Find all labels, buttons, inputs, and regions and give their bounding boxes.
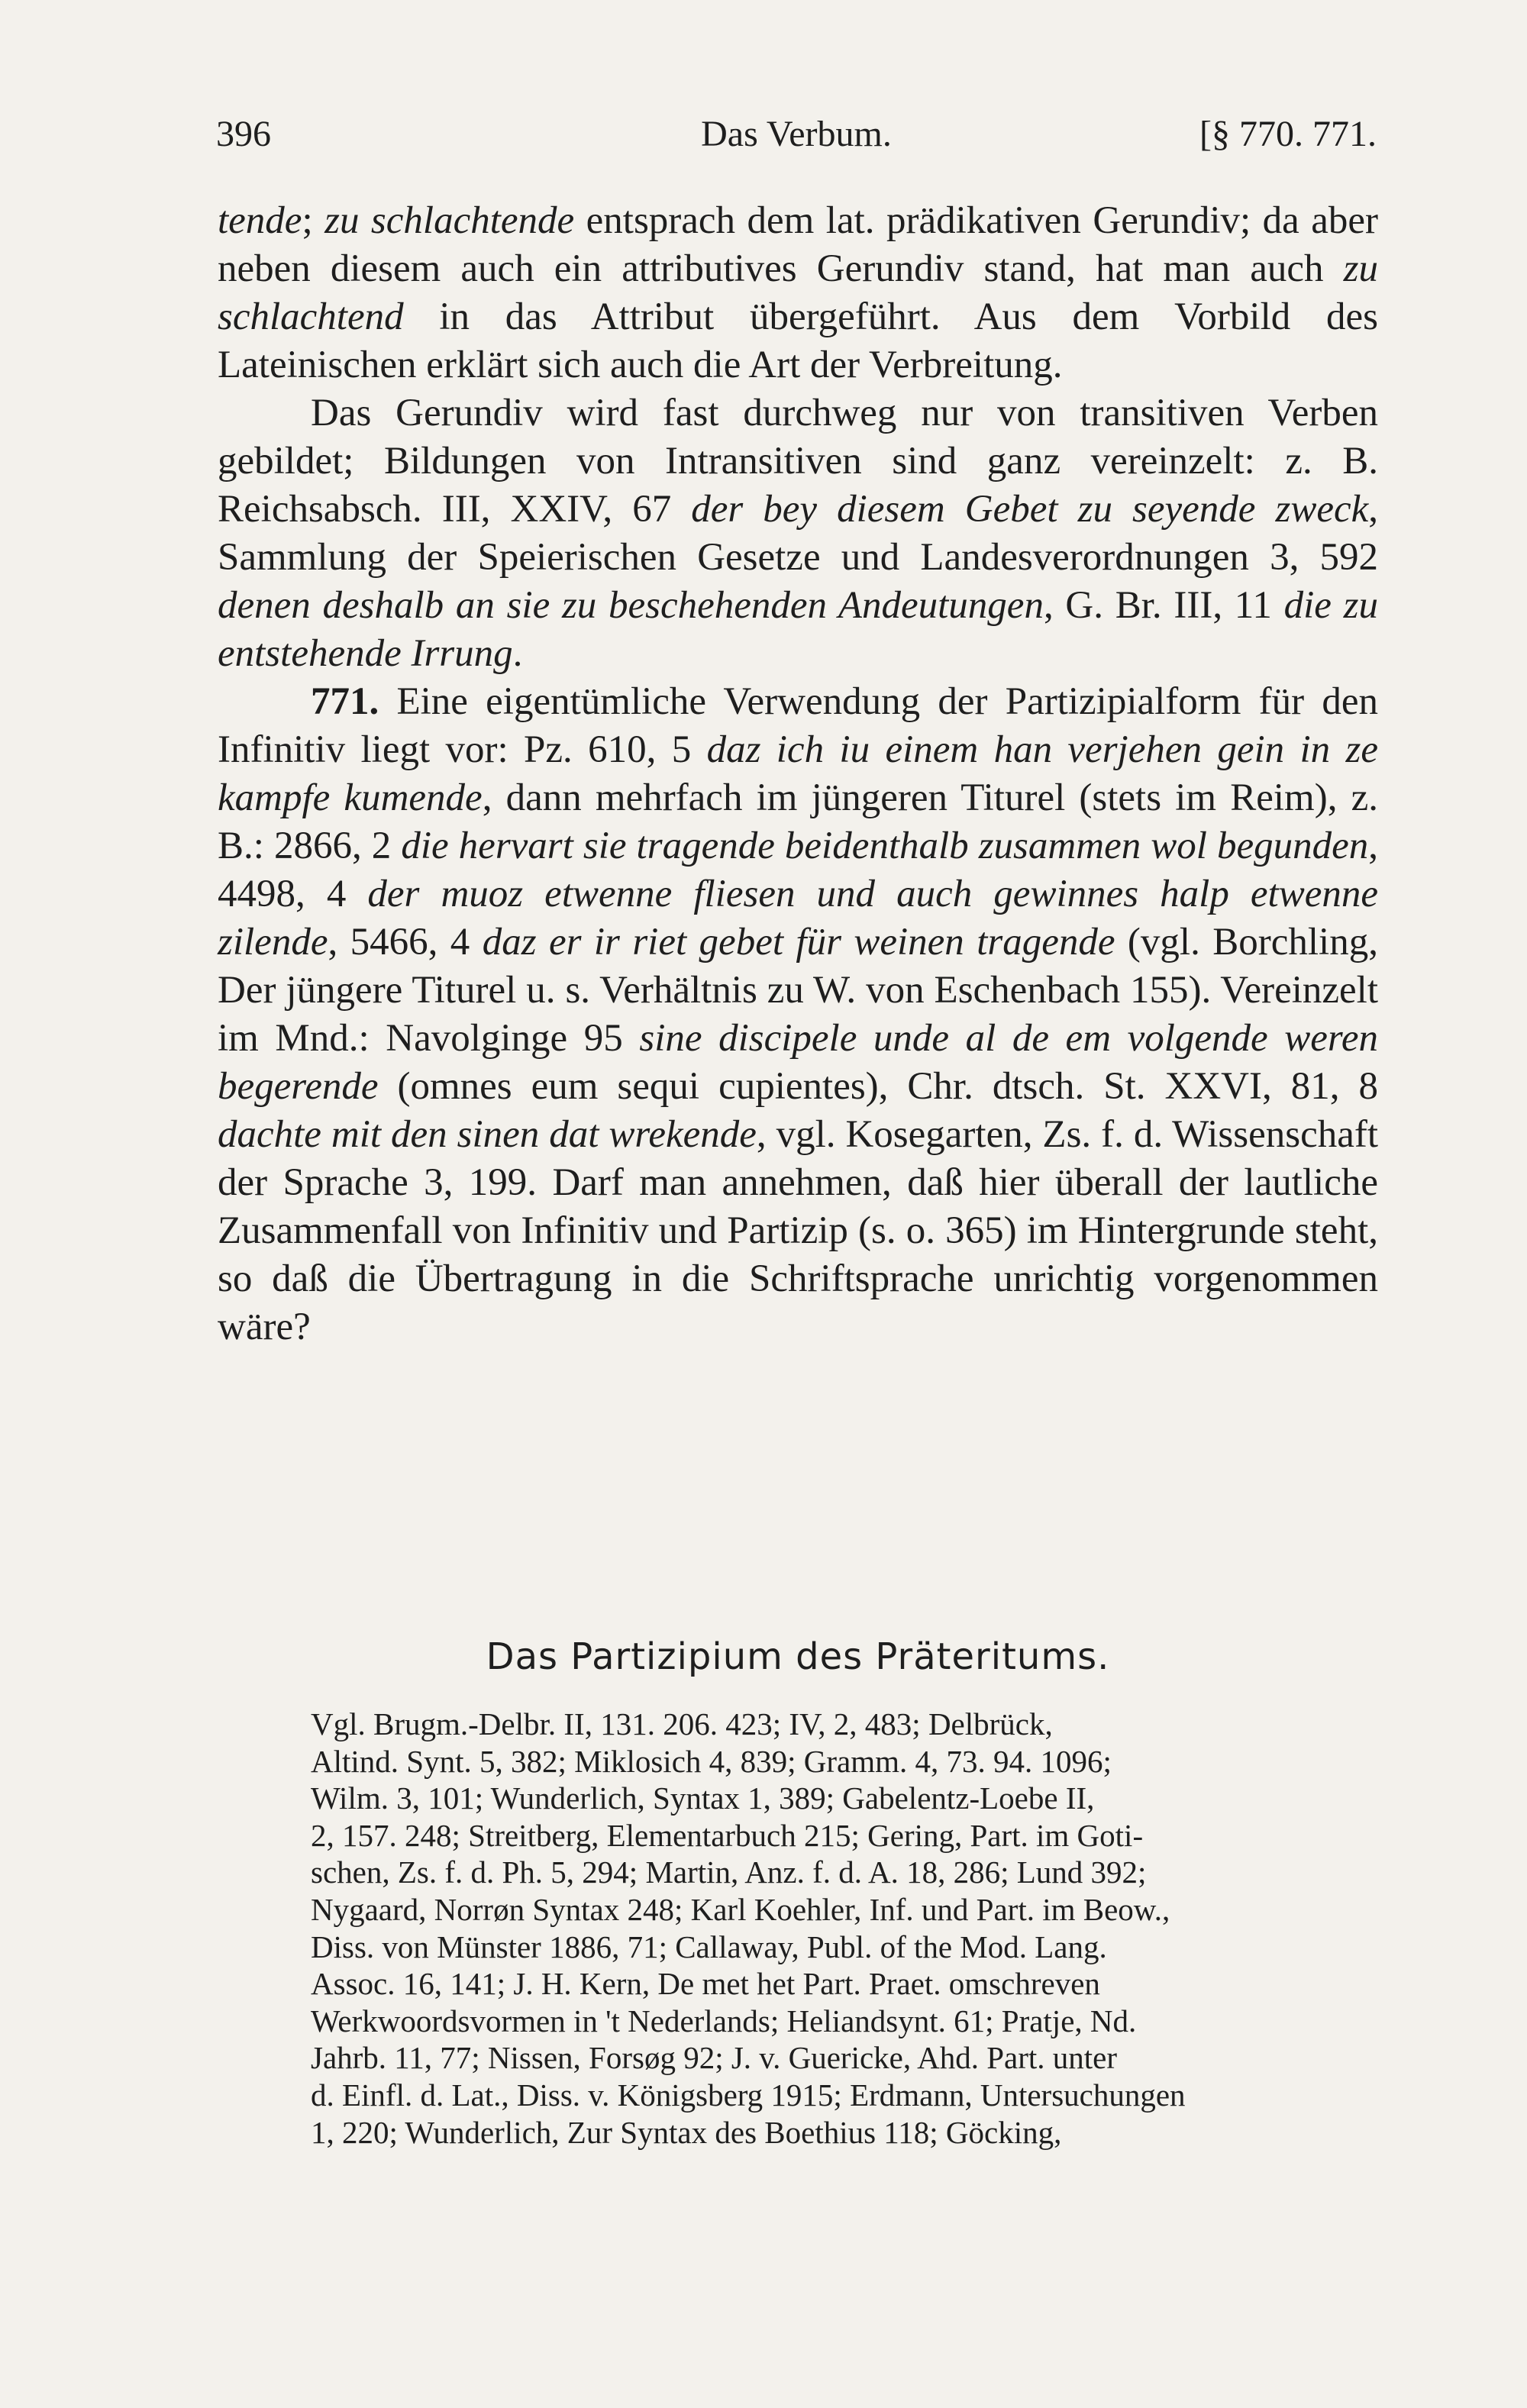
reference-line: schen, Zs. f. d. Ph. 5, 294; Martin, Anz. f. d. A. 18, 286; Lund 392; (311, 1854, 1147, 1890)
section-reference: [§ 770. 771. (1199, 114, 1377, 154)
paragraph-gerundiv (218, 389, 1378, 678)
paragraph-771 (218, 678, 1378, 1351)
reference-line: Jahrb. 11, 77; Nissen, Forsøg 92; J. v. Guericke, Ahd. Part. unter (311, 2040, 1118, 2076)
paragraph-number: 771. (311, 680, 379, 723)
paragraph-continuation (218, 197, 1378, 389)
italic-quote: daz er ir riet gebet für weinen tragende (482, 921, 1115, 964)
text-run: , G. Br. III, 11 (1043, 584, 1284, 627)
page-number: 396 (216, 114, 271, 154)
text-run: , 5466, 4 (328, 921, 483, 964)
text-run: Eine eigentümliche Verwendung der Partizipialform für den Infinitiv liegt vor: Pz. 610, 5 (218, 680, 1378, 771)
reference-list (218, 1706, 1378, 2151)
text-run: (vgl. Borchling, Der jüngere Titurel u. s. Verhältnis zu W. von Eschenbach 155). Vereinzelt im Mnd.: Navolginge 95 (218, 921, 1378, 1060)
reference-line: Nygaard, Norrøn Syntax 248; Karl Koehler, Inf. und Part. im Beow., (311, 1891, 1170, 1927)
italic-quote: daz ich iu einem han verjehen gein in ze kampfe kumende (218, 728, 1378, 819)
reference-line: d. Einfl. d. Lat., Diss. v. Königsberg 1915; Erdmann, Untersuchungen (311, 2077, 1186, 2113)
text-run: , Sammlung der Speierischen Gesetze und Landesverordnungen 3, 592 (218, 488, 1378, 579)
italic-term: zu schlachtende (324, 199, 575, 242)
reference-line: Wilm. 3, 101; Wunderlich, Syntax 1, 389; Gabelentz-Loebe II, (311, 1780, 1095, 1816)
running-head (216, 113, 1377, 166)
text-run: , dann mehrfach im jüngeren Titurel (stets im Reim), z. B.: 2866, 2 (218, 776, 1379, 867)
reference-line: 2, 157. 248; Streitberg, Elementarbuch 215; Gering, Part. im Goti- (311, 1817, 1144, 1853)
main-text (218, 197, 1378, 1351)
running-head-title: Das Verbum. (701, 114, 892, 154)
reference-line: Altind. Synt. 5, 382; Miklosich 4, 839; Gramm. 4, 73. 94. 1096; (311, 1743, 1112, 1779)
italic-quote: die hervart sie tragende beidenthalb zusammen wol begunden (401, 825, 1369, 867)
reference-line: 1, 220; Wunderlich, Zur Syntax des Boethius 118; Göcking, (311, 2114, 1062, 2150)
italic-quote: die zu entstehende Irrung (218, 584, 1378, 675)
reference-line: Vgl. Brugm.-Delbr. II, 131. 206. 423; IV, 2, 483; Delbrück, (311, 1706, 1053, 1741)
text-run: ; (302, 199, 325, 242)
italic-quote: der bey diesem Gebet zu seyende zweck (691, 488, 1369, 531)
italic-quote: sine discipele unde al de em volgende weren begerende (218, 1017, 1378, 1108)
reference-line: Werkwoordsvormen in 't Nederlands; Heliandsynt. 61; Pratje, Nd. (311, 2003, 1137, 2038)
reference-line: Assoc. 16, 141; J. H. Kern, De met het Part. Praet. omschreven (311, 1966, 1100, 2002)
italic-quote: denen deshalb an sie zu beschehenden Andeutungen (218, 584, 1044, 627)
italic-quote: dachte mit den sinen dat wrekende (218, 1113, 757, 1156)
italic-term: zu schlachtend (218, 247, 1378, 338)
text-run: in das Attribut übergeführt. Aus dem Vorbild des Lateinischen erklärt sich auch die Art der Verbreitung. (218, 295, 1378, 386)
text-run: . (512, 632, 523, 675)
text-run: Das Gerundiv wird fast durchweg nur von transitiven Verben gebildet; Bildungen von Intransitiven sind ganz vereinzelt: z. B. Reichsabsch. III, XXIV, 67 (218, 392, 1378, 531)
text-run: , vgl. Kosegarten, Zs. f. d. Wissenschaft der Sprache 3, 199. Darf man annehmen, daß hier überall der lautliche Zusammenfall von Infinitiv und Partizip (s. o. 365) im Hintergrunde steht, so daß die Übertragung in die Schriftsprache unrichtig vorgenommen wäre? (218, 1113, 1378, 1348)
italic-term: tende (218, 199, 302, 242)
text-run: , 4498, 4 (218, 825, 1378, 915)
text-run: entsprach dem lat. prädikativen Gerundiv; da aber neben diesem auch ein attributives Gerundiv stand, hat man auch (218, 199, 1379, 290)
text-run: (omnes eum sequi cupientes), Chr. dtsch. St. XXVI, 81, 8 (378, 1065, 1378, 1108)
italic-quote: der muoz etwenne fliesen und auch gewinnes halp etwenne zilende (218, 873, 1379, 964)
reference-line: Diss. von Münster 1886, 71; Callaway, Publ. of the Mod. Lang. (311, 1929, 1107, 1964)
section-heading: Das Partizipium des Präteritums. (486, 1635, 1110, 1678)
